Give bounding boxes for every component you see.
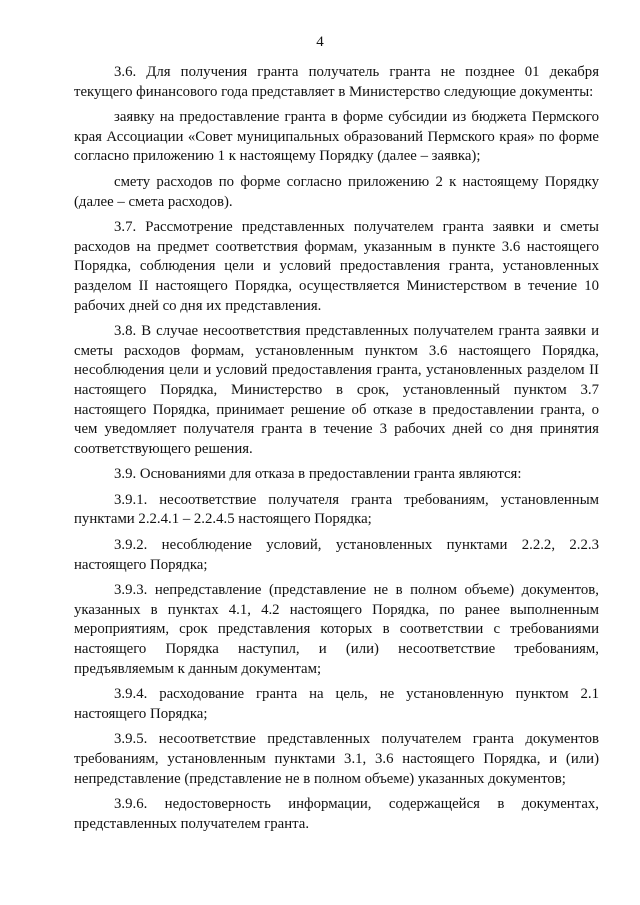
document-body: [74, 63, 599, 840]
paragraph-3-9: 3.9. Основаниями для отказа в предоставлении гранта являются:: [114, 466, 522, 483]
paragraph-cost-estimate: смету расходов по форме согласно приложению 2 к настоящему Порядку (далее – смета расходов).: [74, 173, 599, 210]
paragraph-3-9-1: 3.9.1. несоответствие получателя гранта требованиям, установленным пунктами 2.2.4.1 – 2.2.4.5 настоящего Порядка;: [74, 491, 599, 528]
paragraph-3-9-2: 3.9.2. несоблюдение условий, установленных пунктами 2.2.2, 2.2.3 настоящего Порядка;: [74, 537, 599, 573]
paragraph-3-7: 3.7. Рассмотрение представленных получателем гранта заявки и сметы расходов на предмет соответствия формам, указанным в пункте 3.6 настоящего Порядка, соблюдения цели и условий предоставления гранта, установленных разделом II настоящего Порядка, осуществляется Министерством в течение 10 рабочих дней со дня их представления.: [74, 219, 599, 314]
paragraph-3-9-3: 3.9.3. непредставление (представление не в полном объеме) документов, указанных в пунктах 4.1, 4.2 настоящего Порядка, по ранее выполненным мероприятиям, срок представления которых в соответствии с требованиями настоящего Порядка наступил, и (или) несоответствие требованиям, предъявляемым к данным документам;: [74, 582, 599, 677]
paragraph-3-6: 3.6. Для получения гранта получатель гранта не позднее 01 декабря текущего финансового года представляет в Министерство следующие документы:: [74, 64, 599, 100]
paragraph-3-8: 3.8. В случае несоответствия представленных получателем гранта заявки и сметы расходов формам, установленным пунктом 3.6 настоящего Порядка, несоблюдения цели и условий предоставления гранта, установленных разделом II настоящего Порядка, Министерство в срок, установленный пунктом 3.7 настоящего Порядка, принимает решение об отказе в предоставлении гранта, о чем уведомляет получателя гранта в течение 3 рабочих дней со дня принятия соответствующего решения.: [74, 323, 599, 457]
paragraph-3-9-6: 3.9.6. недостоверность информации, содержащейся в документах, представленных получателем гранта.: [74, 796, 599, 832]
paragraph-3-9-4: 3.9.4. расходование гранта на цель, не установленную пунктом 2.1 настоящего Порядка;: [74, 686, 599, 722]
paragraph-3-9-5: 3.9.5. несоответствие представленных получателем гранта документов требованиям, установленным пунктами 3.1, 3.6 настоящего Порядка, и (или) непредставление (представление не в полном объеме) указанных документов;: [74, 731, 599, 787]
paragraph-application: заявку на предоставление гранта в форме субсидии из бюджета Пермского края Ассоциации «Совет муниципальных образований Пермского края» по форме согласно приложению 1 к настоящему Порядку (далее – заявка);: [74, 109, 599, 165]
page-number: 4: [316, 34, 324, 50]
